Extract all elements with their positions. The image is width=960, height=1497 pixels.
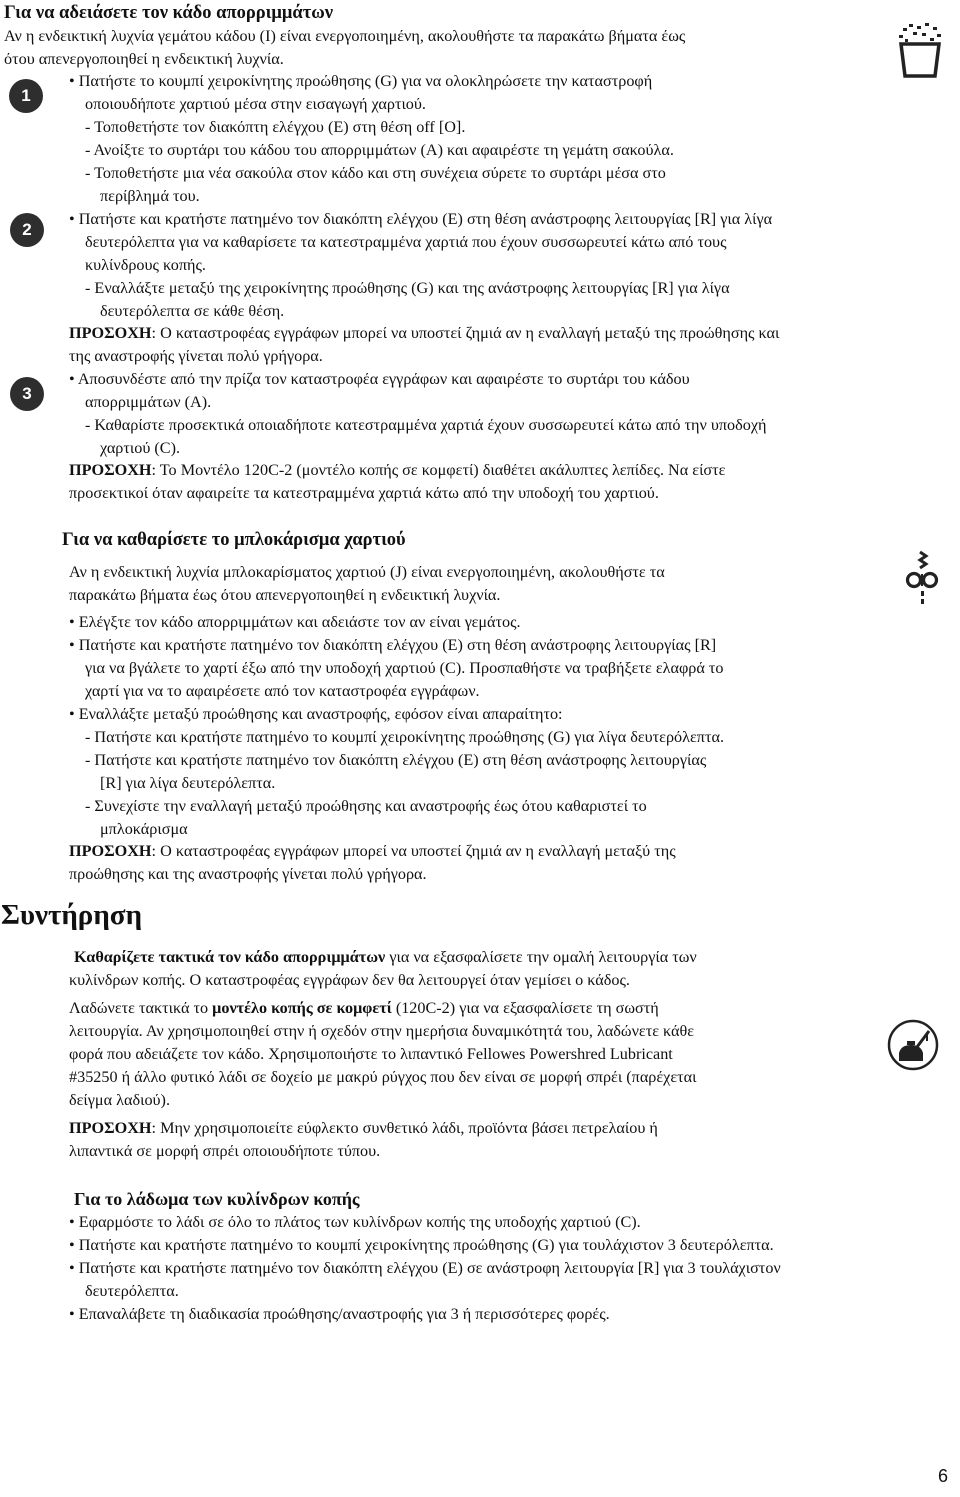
jam-item-line: - Πατήστε και κρατήστε πατημένο το κουμπί χειροκίνητης προώθησης (G) για λίγα δευτερόλεπτα. xyxy=(85,728,724,746)
jam-item-line: - Πατήστε και κρατήστε πατημένο τον διακόπτη ελέγχου (E) στη θέση ανάστροφης λειτουργίας xyxy=(85,751,707,769)
jam-intro-line: παρακάτω βήματα έως ότου απενεργοποιηθεί η ενδεικτική λυχνία. xyxy=(69,586,501,604)
step1-line: - Τοποθετήστε μια νέα σακούλα στον κάδο και στη συνέχεια σύρετε το συρτάρι μέσα στο xyxy=(85,164,666,182)
jam-item-line: • Πατήστε και κρατήστε πατημένο τον διακόπτη ελέγχου (E) στη θέση ανάστροφης λειτουργίας [R] xyxy=(69,636,717,654)
bin-section-title: Για να αδειάσετε τον κάδο απορριμμάτων xyxy=(4,3,334,23)
step2-line: • Πατήστε και κρατήστε πατημένο τον διακόπτη ελέγχου (E) στη θέση ανάστροφης λειτουργίας [R] για λίγα xyxy=(69,210,773,228)
oiling-item-line: • Εφαρμόστε το λάδι σε όλο το πλάτος των κυλίνδρων κοπής της υποδοχής χαρτιού (C). xyxy=(69,1213,641,1231)
maintenance-caution xyxy=(69,1117,658,1139)
jam-intro-line: Αν η ενδεικτική λυχνία μπλοκαρίσματος χαρτιού (J) είναι ενεργοποιημένη, ακολουθήστε τα xyxy=(69,563,665,581)
bin-intro-line: ότου απενεργοποιηθεί η ενδεικτική λυχνία. xyxy=(4,50,284,68)
step1-line: περίβλημά του. xyxy=(100,187,200,205)
oil-can-icon xyxy=(887,1017,939,1073)
p2-pre: Λαδώνετε τακτικά το xyxy=(69,999,213,1017)
oiling-section-title: Για το λάδωμα των κυλίνδρων κοπής xyxy=(74,1189,360,1209)
jam-caution xyxy=(69,840,676,862)
oiling-item-line: • Πατήστε και κρατήστε πατημένο το κουμπί χειροκίνητης προώθησης (G) για τουλάχιστον 3 δευτερόλεπτα. xyxy=(69,1236,774,1254)
step1-line: - Ανοίξτε το συρτάρι του κάδου του απορριμμάτων (A) και αφαιρέστε τη γεμάτη σακούλα. xyxy=(85,141,674,159)
jam-item-line: • Εναλλάξτε μεταξύ προώθησης και αναστροφής, εφόσον είναι απαραίτητο: xyxy=(69,705,563,723)
step1-line: • Πατήστε το κουμπί χειροκίνητης προώθησης (G) για να ολοκληρώσετε την καταστροφή xyxy=(69,72,653,90)
caution-label: ΠΡΟΣΟΧΗ xyxy=(69,461,152,479)
maintenance-caution-cont: λιπαντικά σε μορφή σπρέι οποιουδήποτε τύπου. xyxy=(69,1142,381,1160)
jam-section-title: Για να καθαρίσετε το μπλοκάρισμα χαρτιού xyxy=(62,530,406,550)
bin-caution-1 xyxy=(69,322,779,344)
oiling-item-line: • Επαναλάβετε τη διαδικασία προώθησης/αναστροφής για 3 ή περισσότερες φορές. xyxy=(69,1305,610,1323)
bin-intro-line: Αν η ενδεικτική λυχνία γεμάτου κάδου (I) είναι ενεργοποιημένη, ακολουθήστε τα παρακάτω βήματα έως xyxy=(4,27,686,45)
step-badge-2: 2 xyxy=(10,213,44,247)
step2-line: - Εναλλάξτε μεταξύ της χειροκίνητης προώθησης (G) και της ανάστροφης λειτουργίας [R] για λίγα xyxy=(85,279,730,297)
bin-caution-2 xyxy=(69,459,725,481)
jam-item-line: • Ελέγξτε τον κάδο απορριμμάτων και αδειάστε τον αν είναι γεμάτος. xyxy=(69,613,521,631)
step2-line: δευτερόλεπτα σε κάθε θέση. xyxy=(100,302,285,320)
jam-item-line: χαρτί για να το αφαιρέσετε από τον καταστροφέα εγγράφων. xyxy=(85,682,480,700)
maintenance-p1 xyxy=(74,946,697,968)
jam-item-line: - Συνεχίστε την εναλλαγή μεταξύ προώθησης και αναστροφής έως ότου καθαριστεί το xyxy=(85,797,647,815)
step-badge-3: 3 xyxy=(10,377,44,411)
p2-rest: (120C-2) για να εξασφαλίσετε τη σωστή xyxy=(391,999,659,1017)
step3-line: χαρτιού (C). xyxy=(100,439,181,457)
maintenance-p2-line: #35250 ή άλλο φυτικό λάδι σε δοχείο με μακρύ ρύγχος που δεν είναι σε μορφή σπρέι (παρέχεται xyxy=(69,1068,697,1086)
maintenance-p2-line: φορά που αδειάζετε τον κάδο. Χρησιμοποιήστε το λιπαντικό Fellowes Powershred Lubricant xyxy=(69,1045,673,1063)
jam-item-line: [R] για λίγα δευτερόλεπτα. xyxy=(100,774,276,792)
maintenance-p2-line: δείγμα λαδιού). xyxy=(69,1091,170,1109)
paper-jam-icon xyxy=(904,550,940,608)
maintenance-p1-cont: κυλίνδρων κοπής. Ο καταστροφέας εγγράφων δεν θα λειτουργεί όταν γεμίσει ο κάδος. xyxy=(69,971,630,989)
step1-line: - Τοποθετήστε τον διακόπτη ελέγχου (E) στη θέση off [O]. xyxy=(85,118,466,136)
step3-line: • Αποσυνδέστε από την πρίζα τον καταστροφέα εγγράφων και αφαιρέστε το συρτάρι του κάδου xyxy=(69,370,690,388)
bin-caution-2-cont: προσεκτικοί όταν αφαιρείτε τα κατεστραμμένα χαρτιά κάτω από την υποδοχή του χαρτιού. xyxy=(69,484,659,502)
caution-label: ΠΡΟΣΟΧΗ xyxy=(69,1119,152,1137)
caution-label: ΠΡΟΣΟΧΗ xyxy=(69,842,152,860)
p1-rest: για να εξασφαλίσετε την ομαλή λειτουργία των xyxy=(385,948,697,966)
bin-caution-1-cont: της αναστροφής γίνεται πολύ γρήγορα. xyxy=(69,347,323,365)
caution-label: ΠΡΟΣΟΧΗ xyxy=(69,324,152,342)
bin-full-icon xyxy=(893,22,947,78)
p2-bold: μοντέλο κοπής σε κομφετί xyxy=(212,999,392,1017)
jam-caution-cont: προώθησης και της αναστροφής γίνεται πολύ γρήγορα. xyxy=(69,865,427,883)
maintenance-title: Συντήρηση xyxy=(1,899,143,931)
step3-line: απορριμμάτων (A). xyxy=(85,393,212,411)
caution-text: : Το Μοντέλο 120C-2 (μοντέλο κοπής σε κομφετί) διαθέτει ακάλυπτες λεπίδες. Να είστε xyxy=(151,461,726,479)
step-badge-1: 1 xyxy=(9,79,43,113)
step1-line: οποιουδήποτε χαρτιού μέσα στην εισαγωγή χαρτιού. xyxy=(85,95,426,113)
step2-line: κυλίνδρους κοπής. xyxy=(85,256,206,274)
oiling-item-line: • Πατήστε και κρατήστε πατημένο τον διακόπτη ελέγχου (E) σε ανάστροφη λειτουργία [R] για 3 τουλάχιστον xyxy=(69,1259,781,1277)
caution-text: : Μην χρησιμοποιείτε εύφλεκτο συνθετικό λάδι, προϊόντα βάσει πετρελαίου ή xyxy=(151,1119,658,1137)
maintenance-p2 xyxy=(69,997,659,1019)
p1-bold: Καθαρίζετε τακτικά τον κάδο απορριμμάτων xyxy=(74,948,386,966)
oiling-item-line: δευτερόλεπτα. xyxy=(85,1282,179,1300)
caution-text: : Ο καταστροφέας εγγράφων μπορεί να υποστεί ζημιά αν η εναλλαγή μεταξύ της προώθησης και xyxy=(151,324,780,342)
caution-text: : Ο καταστροφέας εγγράφων μπορεί να υποστεί ζημιά αν η εναλλαγή μεταξύ της xyxy=(151,842,676,860)
step2-line: δευτερόλεπτα για να καθαρίσετε τα κατεστραμμένα χαρτιά που έχουν συσσωρευτεί κάτω από τους xyxy=(85,233,727,251)
jam-item-line: για να βγάλετε το χαρτί έξω από την υποδοχή χαρτιού (C). Προσπαθήστε να τραβήξετε ελαφρά το xyxy=(85,659,724,677)
page-number: 6 xyxy=(938,1466,949,1486)
jam-item-line: μπλοκάρισμα xyxy=(100,820,188,838)
step3-line: - Καθαρίστε προσεκτικά οποιαδήποτε κατεστραμμένα χαρτιά έχουν συσσωρευτεί κάτω από την υποδοχή xyxy=(85,416,767,434)
maintenance-p2-line: λειτουργία. Αν χρησιμοποιηθεί στην ή σχεδόν στην ημερήσια δυναμικότητά του, λαδώνετε κάθε xyxy=(69,1022,695,1040)
